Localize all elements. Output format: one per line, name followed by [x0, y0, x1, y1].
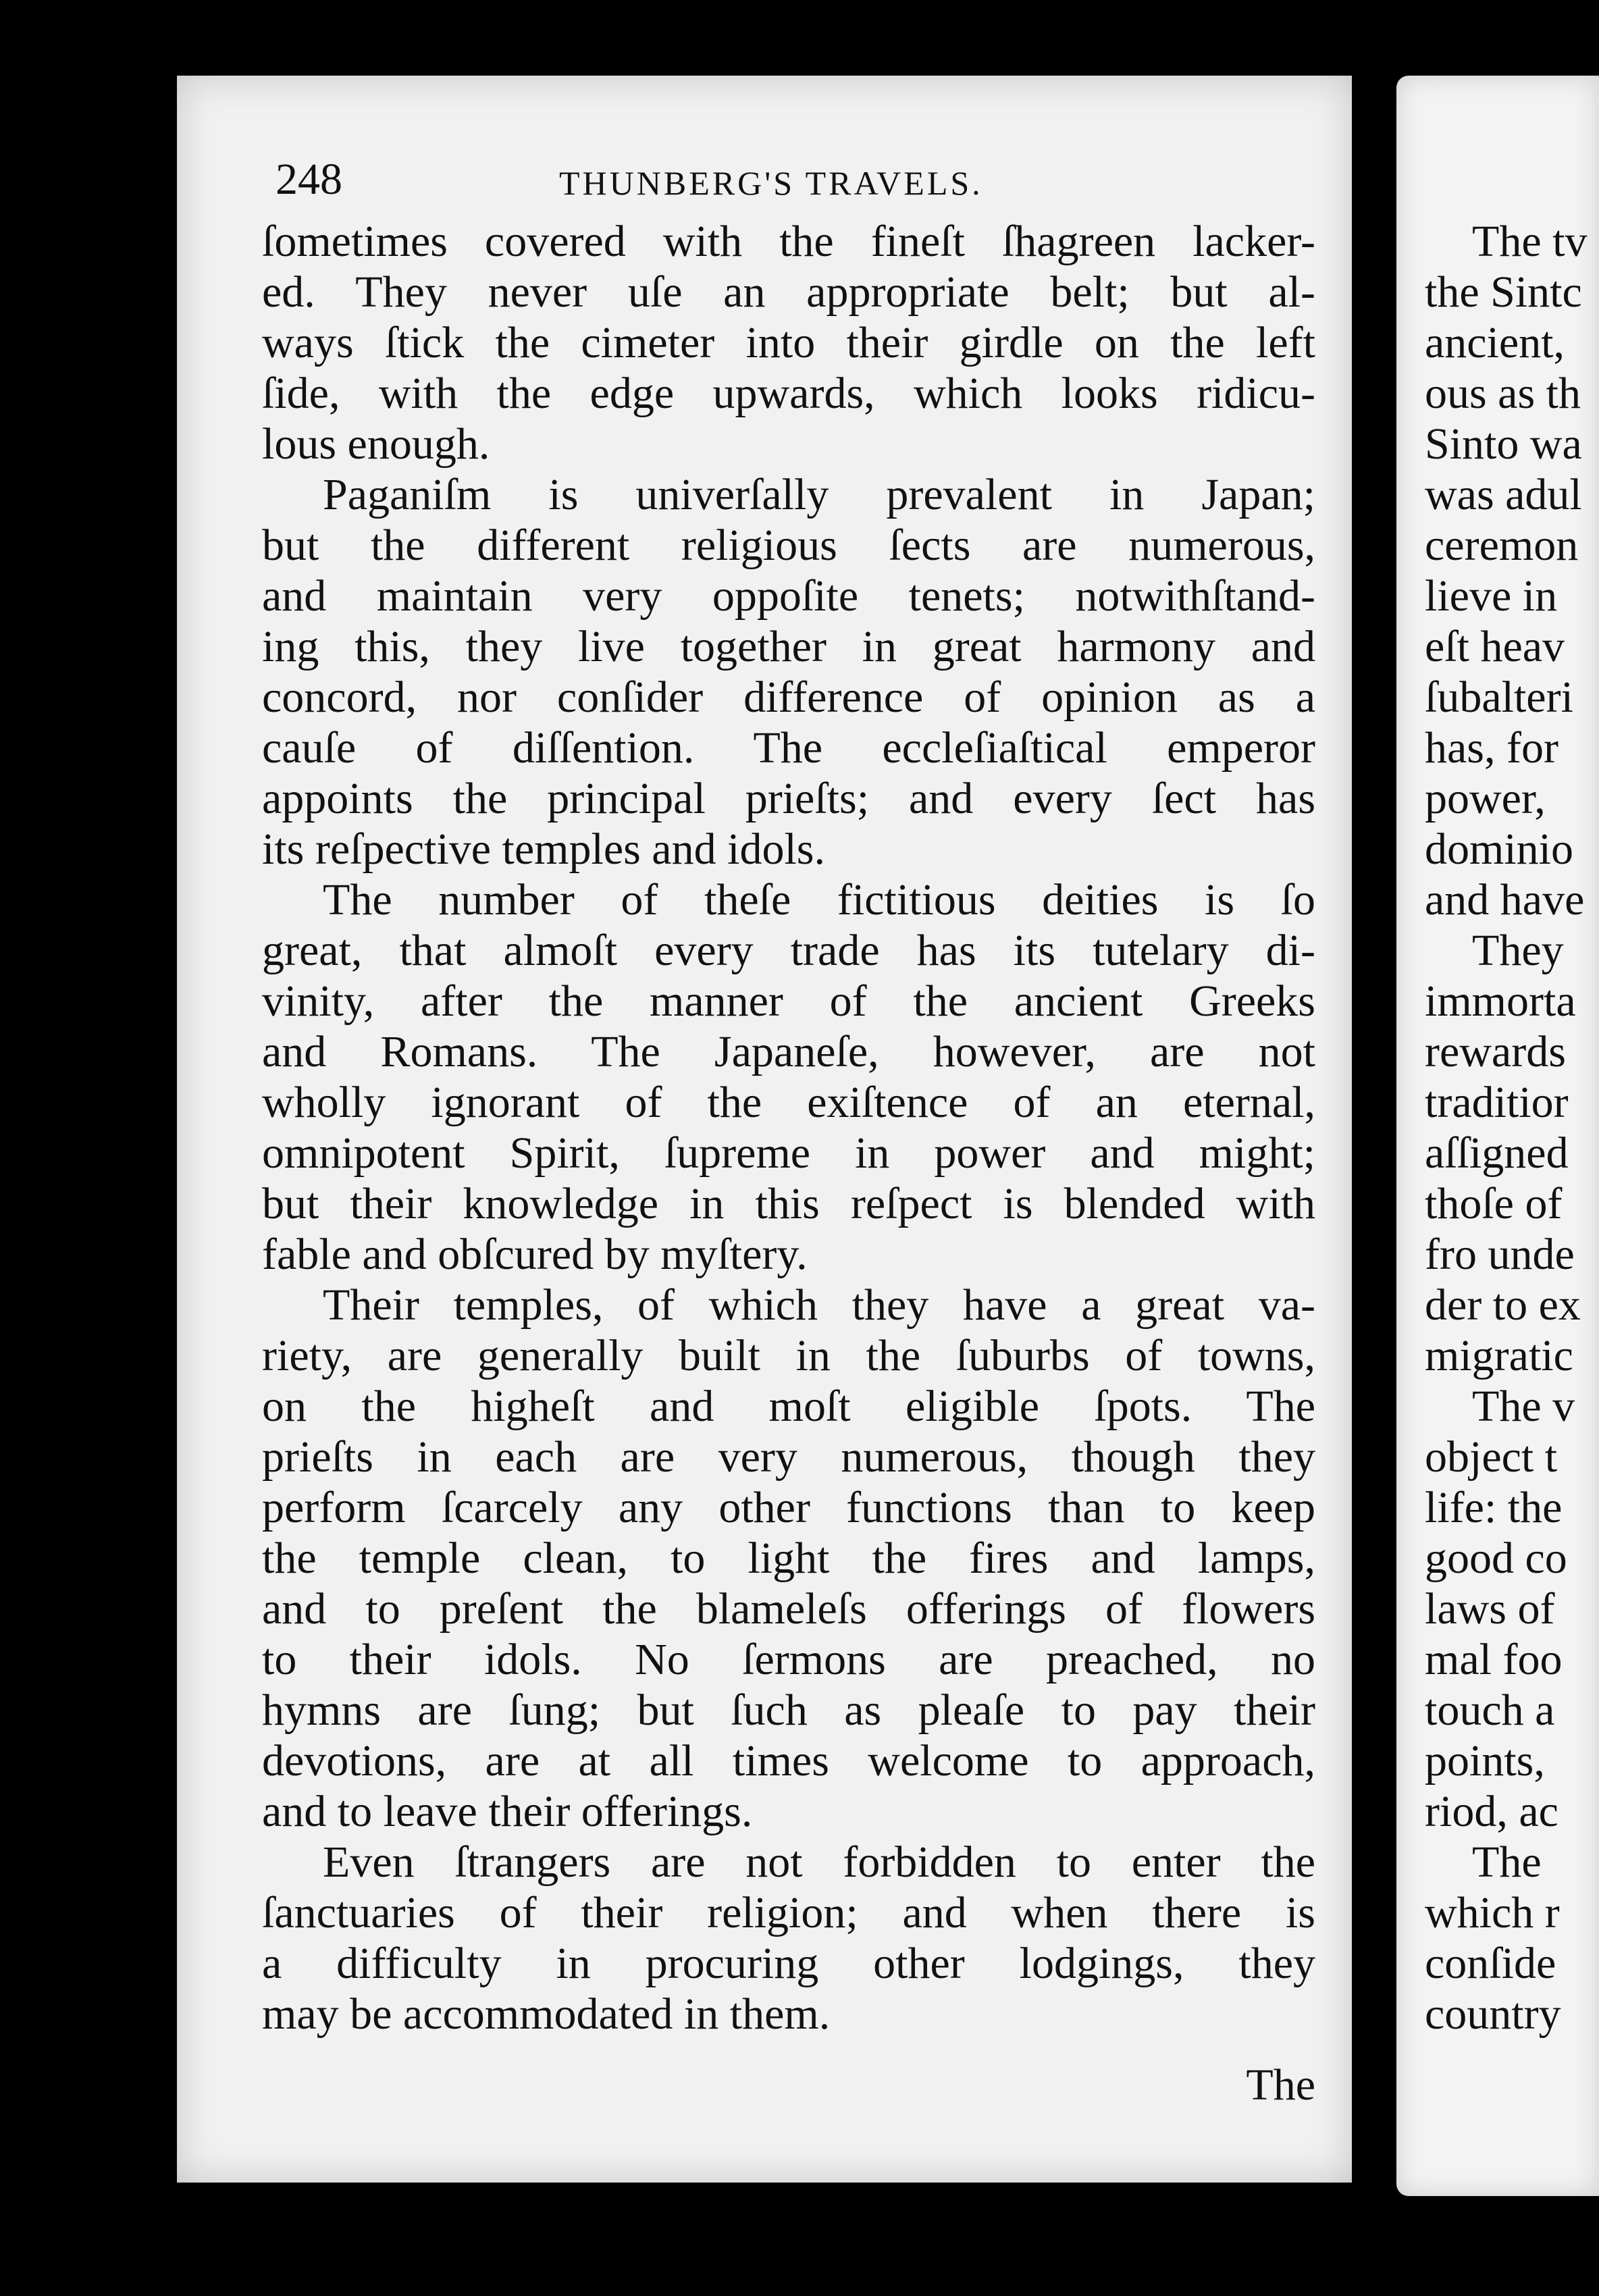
text-line: Paganiſm is univerſally prevalent in Japan;: [323, 470, 1315, 519]
text-line: ous as th: [1425, 369, 1581, 418]
text-line: riod, ac: [1425, 1787, 1558, 1836]
text-line: ways ſtick the cimeter into their girdle on the left: [262, 318, 1315, 367]
text-line: the temple clean, to light the fires and lamps,: [262, 1534, 1315, 1583]
text-line: omnipotent Spirit, ſupreme in power and might;: [262, 1128, 1315, 1178]
page-header: [276, 154, 1315, 208]
text-line: immorta: [1425, 976, 1576, 1026]
text-line: and Romans. The Japaneſe, however, are not: [262, 1027, 1315, 1076]
text-line: and to leave their offerings.: [262, 1787, 753, 1836]
text-line: fro unde: [1425, 1230, 1575, 1279]
text-line: ſide, with the edge upwards, which looks ridicu-: [262, 369, 1315, 418]
text-line: was adul: [1425, 470, 1582, 519]
text-line: der to ex: [1425, 1280, 1581, 1330]
text-line: and have: [1425, 875, 1585, 924]
text-line: which r: [1425, 1888, 1560, 1937]
text-line: prieſts in each are very numerous, though they: [262, 1432, 1315, 1482]
text-line: migratic: [1425, 1331, 1573, 1380]
text-line: The: [1472, 1837, 1542, 1887]
text-line: but the different religious ſects are numerous,: [262, 521, 1315, 570]
text-line: wholly ignorant of the exiſtence of an eternal,: [262, 1078, 1315, 1127]
text-line: and maintain very oppoſite tenets; notwithſtand-: [262, 571, 1315, 621]
text-line: hymns are ſung; but ſuch as pleaſe to pay their: [262, 1686, 1315, 1735]
text-line: aſſigned: [1425, 1128, 1569, 1178]
text-line: power,: [1425, 774, 1546, 823]
text-line: ceremon: [1425, 521, 1579, 570]
right-page-text: [1425, 216, 1599, 2039]
text-line: its reſpective temples and idols.: [262, 825, 825, 874]
text-line: points,: [1425, 1736, 1545, 1785]
text-line: country: [1425, 1989, 1561, 2039]
text-line: Their temples, of which they have a great va-: [323, 1280, 1315, 1330]
text-line: great, that almoſt every trade has its tutelary di-: [262, 926, 1315, 975]
text-line: lous enough.: [262, 419, 490, 469]
left-page-text: [262, 216, 1315, 2039]
running-head: THUNBERG'S TRAVELS.: [559, 164, 983, 202]
text-line: traditior: [1425, 1078, 1569, 1127]
text-line: They: [1472, 926, 1564, 975]
text-line: dominio: [1425, 825, 1574, 874]
text-line: appoints the principal prieſts; and every ſect has: [262, 774, 1315, 823]
text-line: The number of theſe fictitious deities is ſo: [323, 875, 1315, 924]
text-line: but their knowledge in this reſpect is blended with: [262, 1179, 1315, 1228]
text-line: Sinto wa: [1425, 419, 1582, 469]
text-line: mal foo: [1425, 1635, 1563, 1684]
text-line: cauſe of diſſention. The eccleſiaſtical emperor: [262, 723, 1315, 773]
text-line: good co: [1425, 1534, 1567, 1583]
text-line: vinity, after the manner of the ancient Greeks: [262, 976, 1315, 1026]
text-line: the Sintc: [1425, 267, 1582, 317]
text-line: and to preſent the blameleſs offerings of flowers: [262, 1584, 1315, 1634]
text-line: object t: [1425, 1432, 1558, 1482]
text-line: fable and obſcured by myſtery.: [262, 1230, 808, 1279]
text-line: rewards: [1425, 1027, 1566, 1076]
text-line: ed. They never uſe an appropriate belt; but al-: [262, 267, 1315, 317]
text-line: touch a: [1425, 1686, 1555, 1735]
text-line: ſanctuaries of their religion; and when there is: [262, 1888, 1315, 1937]
catchword: The: [1246, 2060, 1315, 2110]
text-line: ſometimes covered with the fineſt ſhagreen lacker-: [262, 217, 1315, 266]
text-line: devotions, are at all times welcome to approach,: [262, 1736, 1315, 1785]
text-line: riety, are generally built in the ſuburbs of towns,: [262, 1331, 1315, 1380]
text-line: conſide: [1425, 1939, 1556, 1988]
text-line: eſt heav: [1425, 622, 1565, 671]
text-line: has, for: [1425, 723, 1558, 773]
text-line: on the higheſt and moſt eligible ſpots. The: [262, 1382, 1315, 1431]
text-line: to their idols. No ſermons are preached, no: [262, 1635, 1315, 1684]
text-line: may be accommodated in them.: [262, 1989, 831, 2039]
text-line: The v: [1472, 1382, 1575, 1431]
text-line: ing this, they live together in great harmony and: [262, 622, 1315, 671]
page-number: 248: [276, 155, 342, 204]
text-line: ancient,: [1425, 318, 1565, 367]
text-line: thoſe of: [1425, 1179, 1563, 1228]
text-line: ſubalteri: [1425, 673, 1573, 722]
text-line: life: the: [1425, 1483, 1563, 1532]
text-line: perform ſcarcely any other functions than to keep: [262, 1483, 1315, 1532]
text-line: The tv: [1472, 217, 1588, 266]
text-line: Even ſtrangers are not forbidden to enter the: [323, 1837, 1315, 1887]
text-line: laws of: [1425, 1584, 1555, 1634]
text-line: a difficulty in procuring other lodgings, they: [262, 1939, 1315, 1988]
text-line: concord, nor conſider difference of opinion as a: [262, 673, 1315, 722]
text-line: lieve in: [1425, 571, 1558, 621]
